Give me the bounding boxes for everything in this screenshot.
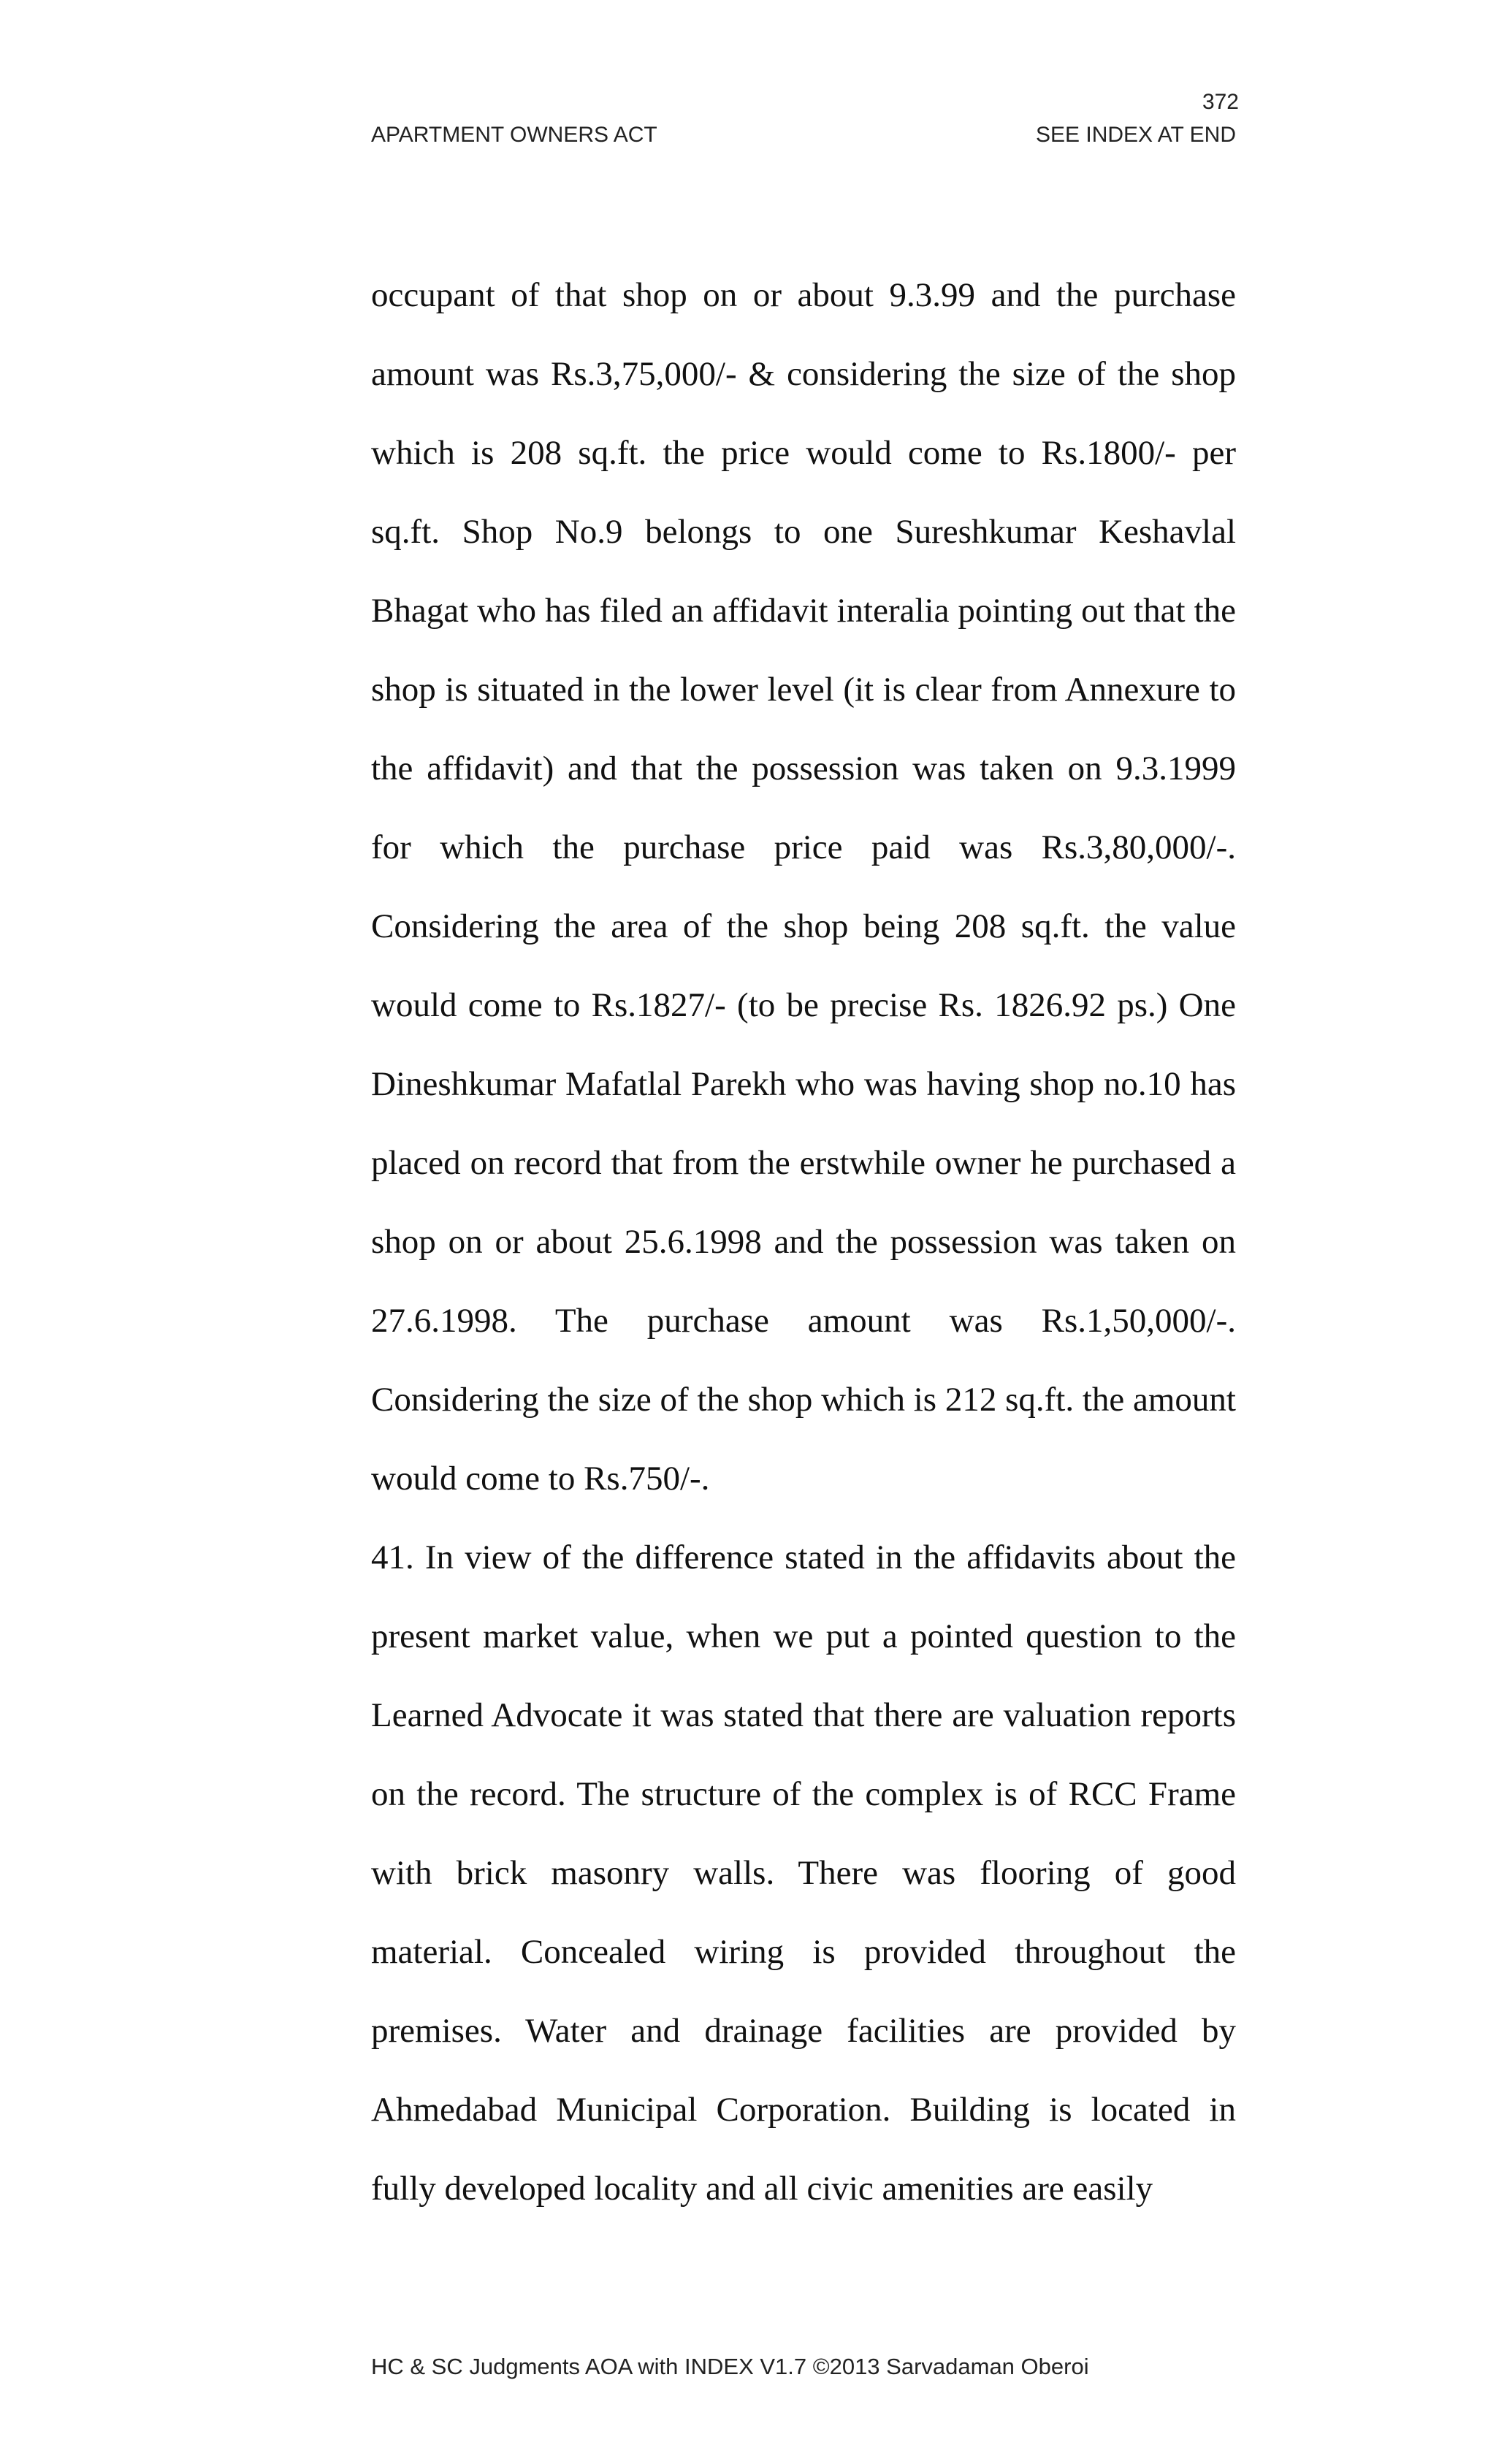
paragraph-41: 41. In view of the difference stated in the affidavits about the present market value, when we put a pointed question to the Learned Advocate it was stated that there are valuation reports on the record. The structure of the complex is of RCC Frame with brick masonry walls. There was flooring of good material. Concealed wiring is provided throughout the premises. Water and drainage facilities are provided by Ahmedabad Municipal Corporation. Building is located in fully developed locality and all civic amenities are easily — [371, 1538, 1236, 2208]
header-title: APARTMENT OWNERS ACT — [371, 123, 657, 147]
page-number: 372 — [1202, 90, 1239, 114]
header-index-note: SEE INDEX AT END — [1036, 123, 1236, 147]
paragraph-continuation: occupant of that shop on or about 9.3.99 and the purchase amount was Rs.3,75,000/- & considering the size of the shop which is 208 sq.ft. the price would come to Rs.1800/- per sq.ft. Shop No.9 belongs to one Sureshkumar Keshavlal Bhagat who has filed an affidavit interalia pointing out that the shop is situated in the lower level (it is clear from Annexure to the affidavit) and that the possession was taken on 9.3.1999 for which the purchase price paid was Rs.3,80,000/-. Considering the area of the shop being 208 sq.ft. the value would come to Rs.1827/- (to be precise Rs. 1826.92 ps.) One Dineshkumar Mafatlal Parekh who was having shop no.10 has placed on record that from the erstwhile owner he purchased a shop on or about 25.6.1998 and the possession was taken on 27.6.1998. The purchase amount was Rs.1,50,000/-. Considering the size of the shop which is 212 sq.ft. the amount would come to Rs.750/-. — [371, 276, 1236, 1498]
footer-copyright: HC & SC Judgments AOA with INDEX V1.7 ©2013 Sarvadaman Oberoi — [371, 2354, 1089, 2379]
document-body — [371, 256, 1236, 2228]
running-header — [371, 121, 1236, 150]
